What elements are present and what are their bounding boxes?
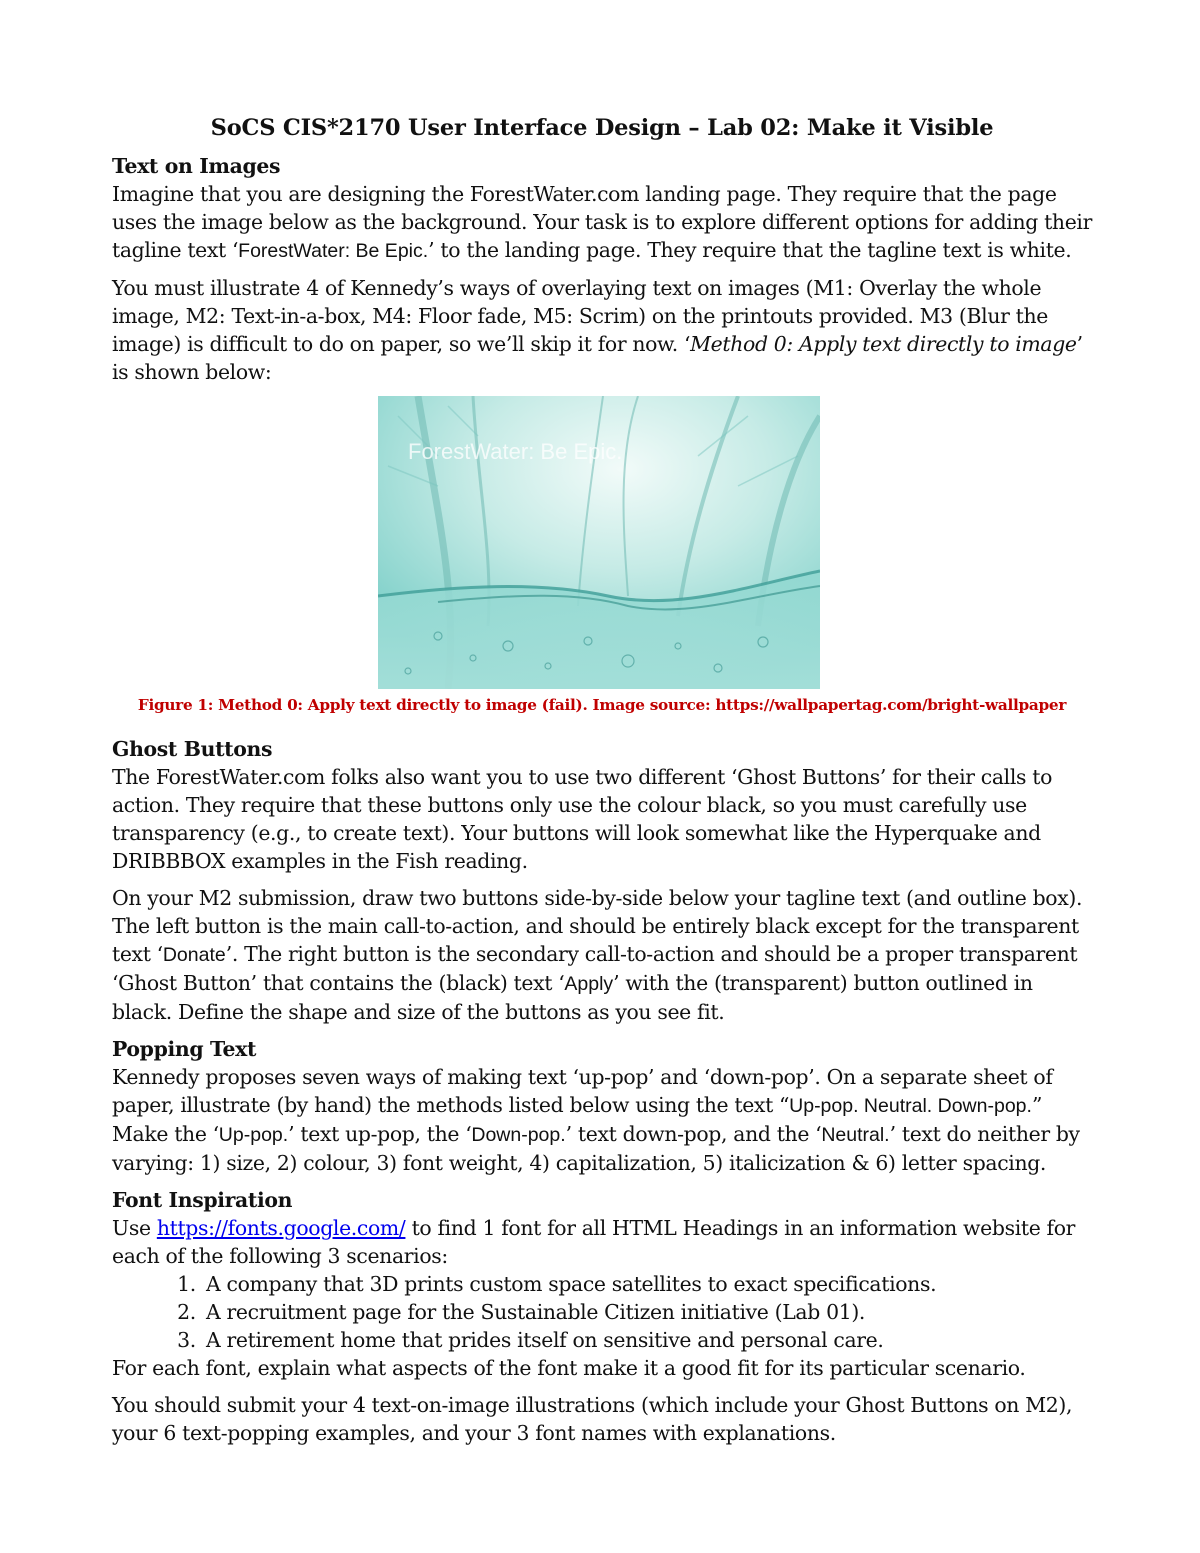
scenario-list — [112, 1270, 1092, 1354]
paragraph-text-on-images-2 — [112, 274, 1092, 386]
heading-text-on-images: Text on Images — [112, 154, 281, 178]
section-ghost-buttons — [112, 735, 1092, 1026]
page-title: SoCS CIS*2170 User Interface Design – Lab 02: Make it Visible — [210, 115, 994, 141]
up-pop-text: Up-pop. — [218, 1124, 289, 1146]
paragraph-text-on-images-1 — [112, 180, 1092, 265]
list-item: 1. A company that 3D prints custom space satellites to exact specifications. — [202, 1270, 1092, 1298]
list-item: 3. A retirement home that prides itself on sensitive and personal care. — [202, 1326, 1092, 1354]
section-font-inspiration — [112, 1186, 1092, 1447]
text-run: Use — [112, 1216, 151, 1240]
text-run: Kennedy proposes seven ways of making text ‘up-pop’ and ‘down-pop’. On a separate sheet of paper, illustrate (by hand) the methods listed below using the text “ — [112, 1065, 1053, 1117]
text-run: ’ with the (transparent) button outlined in black. Define the shape and size of the buttons as you see fit. — [112, 971, 1033, 1024]
sample-text: Up-pop. Neutral. Down-pop. — [789, 1095, 1032, 1117]
list-item: 2. A recruitment page for the Sustainable Citizen initiative (Lab 01). — [202, 1298, 1092, 1326]
text-run: ’ text up-pop, the ‘ — [288, 1122, 472, 1146]
text-run: ” Make the ‘ — [112, 1093, 1043, 1146]
paragraph-font-explanation: For each font, explain what aspects of the font make it a good fit for its particular scenario. — [112, 1356, 1026, 1380]
neutral-text: Neutral. — [821, 1124, 890, 1146]
heading-popping-text: Popping Text — [112, 1037, 257, 1061]
section-text-on-images — [112, 152, 1092, 386]
donate-text: Donate — [162, 944, 226, 966]
down-pop-text: Down-pop. — [471, 1124, 566, 1146]
text-run: On your M2 submission, draw two buttons side-by-side below your tagline text (and outline box). The left button is the main call-to-action, and should be entirely black except for the transparent text ‘ — [112, 886, 1083, 966]
heading-ghost-buttons: Ghost Buttons — [112, 737, 273, 761]
heading-font-inspiration: Font Inspiration — [112, 1188, 293, 1212]
overlay-tagline: ForestWater: Be Epic. — [408, 439, 623, 464]
section-popping-text — [112, 1035, 1092, 1177]
text-run: You must illustrate 4 of Kennedy’s ways of overlaying text on images (M1: Overlay the whole image, M2: Text-in-a-box, M4: Floor fade, M5: Scrim) on the printouts provided. M3 (Blur the image) is difficult to do on paper, so we’ll skip it for now. ‘ — [112, 276, 1048, 356]
apply-text: Apply — [564, 973, 614, 995]
paragraph-ghost-buttons-1: The ForestWater.com folks also want you to use two different ‘Ghost Buttons’ for their calls to action. They require that these buttons only use the colour black, so you must carefully use transparency (e.g., to create text). Your buttons will look somewhat like the Hyperquake and DRIBBBOX examples in the Fish reading. — [112, 765, 1053, 873]
paragraph-submission: You should submit your 4 text-on-image illustrations (which include your Ghost Buttons on M2), your 6 text-popping examples, and your 3 font names with explanations. — [112, 1393, 1073, 1445]
text-run: Imagine that you are designing the ForestWater.com landing page. They require that the page uses the image below as the background. Your task is to explore different options for adding their tagline text ‘ — [112, 182, 1093, 262]
tagline-text: ForestWater: Be Epic. — [238, 240, 429, 262]
text-run: ’. The right button is the secondary call-to-action and should be a proper transparent ‘Ghost Button’ that contains the (black) text ‘ — [112, 942, 1078, 995]
google-fonts-link[interactable]: https://fonts.google.com/ — [156, 1216, 406, 1240]
text-run: ’ text down-pop, and the ‘ — [565, 1122, 822, 1146]
text-run: to find 1 font for all HTML Headings in an information website for each of the following 3 scenarios: — [112, 1216, 1076, 1268]
figure-caption: Figure 1: Method 0: Apply text directly to image (fail). Image source: https://wallpapertag.com/bright-wallpaper — [137, 696, 1067, 714]
paragraph-font-inspiration — [112, 1214, 1092, 1270]
paragraph-popping-text — [112, 1063, 1092, 1177]
document-body — [112, 112, 1092, 1456]
forest-water-image — [378, 396, 820, 689]
text-run: ’ is shown below: — [112, 332, 1083, 384]
text-run: ’ text do neither by varying: 1) size, 2) colour, 3) font weight, 4) capitalization, 5) italicization & 6) letter spacing. — [112, 1122, 1080, 1175]
paragraph-ghost-buttons-2 — [112, 884, 1092, 1026]
method-zero-text: Method 0: Apply text directly to image — [690, 332, 1077, 356]
text-run: ’ to the landing page. They require that the tagline text is white. — [428, 238, 1072, 262]
